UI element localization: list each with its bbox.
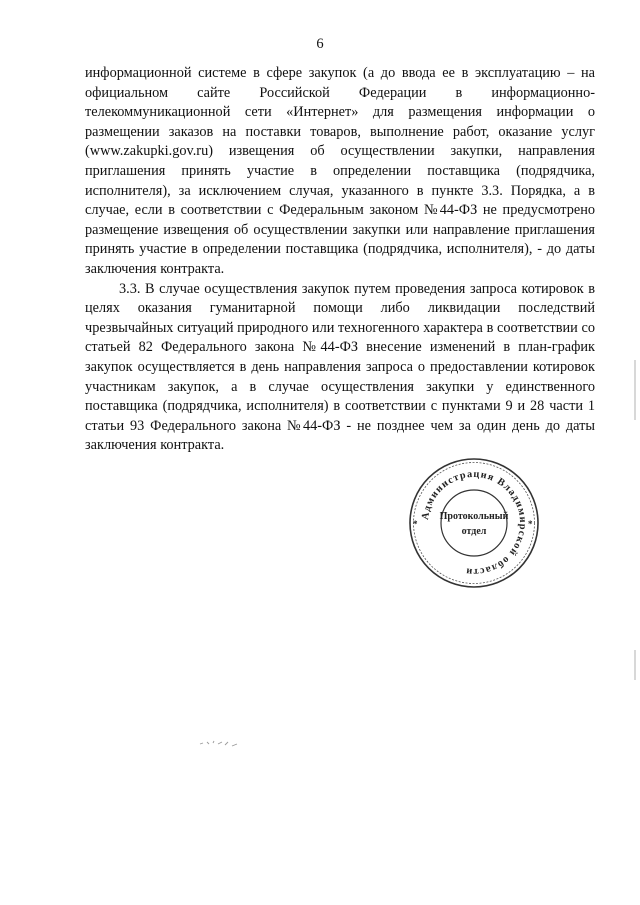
seal-star: * — [528, 519, 533, 529]
stray-mark — [198, 735, 244, 751]
scan-edge-mark — [634, 650, 636, 680]
document-body — [85, 64, 595, 456]
official-seal — [405, 454, 543, 592]
seal-center-line-1: Протокольный — [439, 511, 509, 522]
seal-ring-text: Администрация Владимирской области — [419, 468, 529, 578]
paragraph-continued: информационной системе в сфере закупок (а до ввода ее в эксплуатацию – на официальном сайте Российской Федерации в информационно-телекоммуникационной сети «Интернет» для размещения информации о размещении заказов на поставки товаров, выполнение работ, оказание услуг (www.zakupki.gov.ru) извещения об осуществлении закупки, направления приглашения принять участие в определении поставщика (подрядчика, исполнителя), за исключением случая, указанного в пункте 3.3. Порядка, а в случае, если в соответствии с Федеральным законом №44-ФЗ не предусмотрено размещение извещения об осуществлении закупки или направление приглашения принять участие в определении поставщика (подрядчика, исполнителя), - до даты заключения контракта. — [85, 65, 595, 277]
seal-graphic — [405, 454, 543, 592]
seal-center-ring — [441, 490, 507, 556]
scan-edge-mark — [634, 360, 636, 420]
paragraph-3-3: 3.3. В случае осуществления закупок путем проведения запроса котировок в целях оказания гуманитарной помощи либо ликвидации последствий чрезвычайных ситуаций природного или техногенного характера в соответствии со статьей 82 Федерального закона №44-ФЗ внесение изменений в план-график закупок осуществляется в день направления запроса о предоставлении котировок участникам закупок, а в случае осуществления закупки у единственного поставщика (подрядчика, исполнителя) в соответствии с пунктами 9 и 28 части 1 статьи 93 Федерального закона №44-ФЗ - не позднее чем за один день до даты заключения контракта. — [85, 280, 595, 454]
seal-star: * — [413, 519, 418, 529]
seal-center-line-2: отдел — [461, 526, 487, 537]
page-number: 6 — [316, 36, 324, 52]
seal-inner-ring — [414, 463, 535, 584]
